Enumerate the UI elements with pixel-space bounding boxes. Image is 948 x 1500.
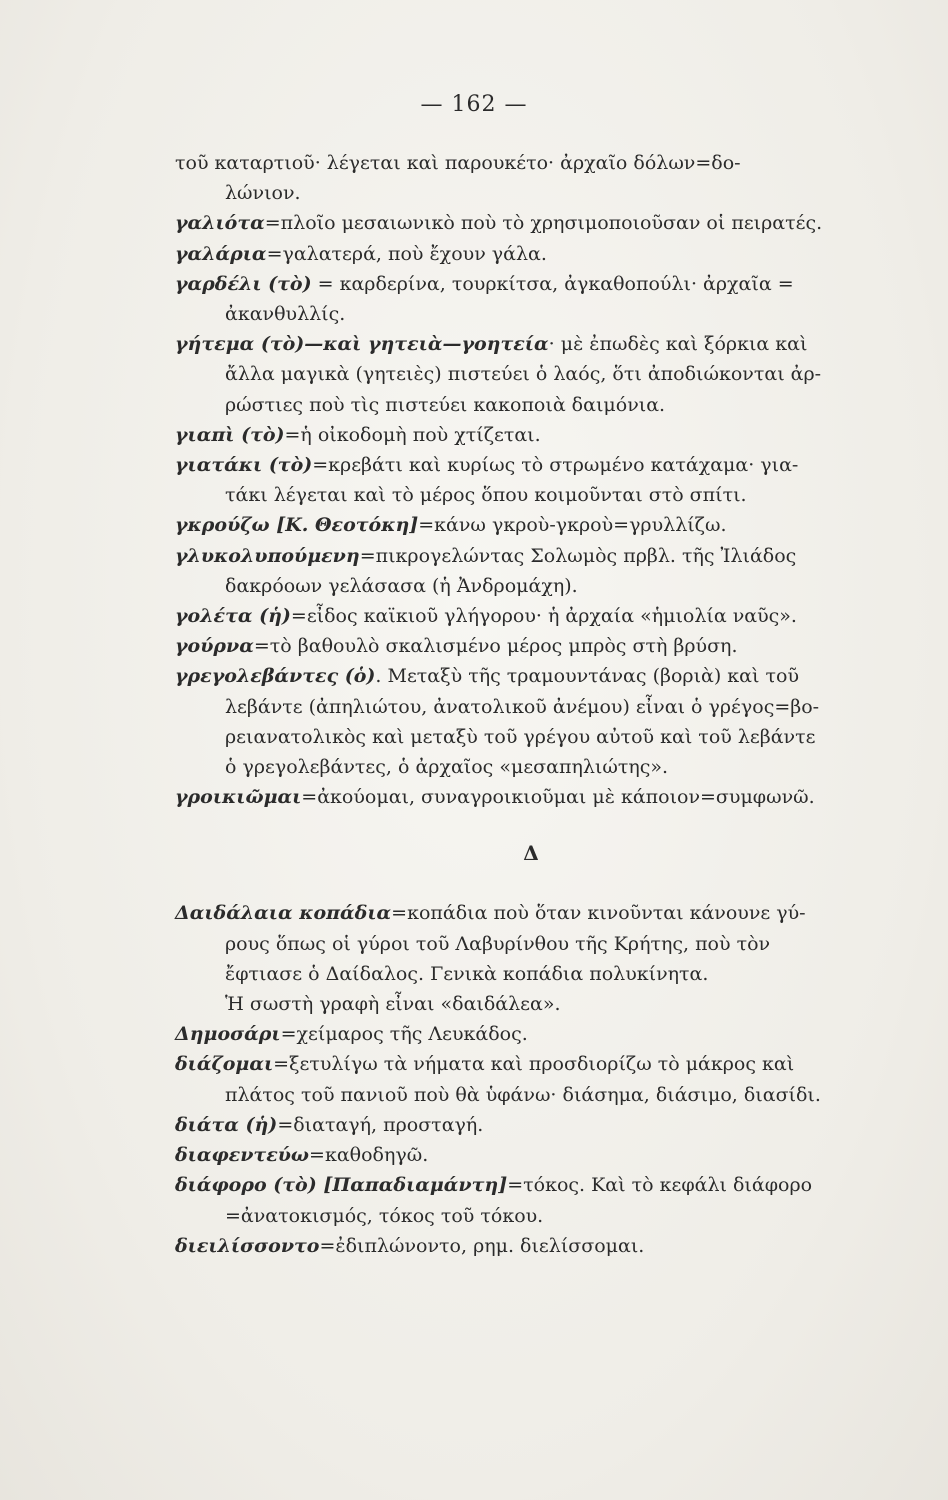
entry-definition: =ἐδιπλώνοντο, ρημ. διελίσσομαι. — [319, 1234, 645, 1257]
entry-definition: . Μεταξὺ τῆς τραμουντάνας (βοριὰ) καὶ τοῦ — [375, 665, 800, 688]
entry-continuation-line: ρους ὅπως οἱ γύροι τοῦ Λαβυρίνθου τῆς Κρήτης, ποὺ τὸν — [225, 932, 771, 955]
dictionary-text — [175, 148, 887, 1261]
entry-definition: =κάνω γκροὺ-γκροὺ=γρυλλίζω. — [418, 514, 727, 537]
entry-headword: γούρνα — [175, 635, 254, 658]
dictionary-entry — [175, 661, 887, 782]
entry-definition: =εἶδος καϊκιοῦ γλήγορου· ἡ ἀρχαία «ἡμιολία ναῦς». — [290, 605, 797, 628]
entries-delta — [175, 898, 887, 1260]
page-number: — 162 — — [420, 92, 528, 117]
dictionary-entry — [175, 601, 887, 631]
entry-definition: τοῦ καταρτιοῦ· λέγεται καὶ παρουκέτο· ἀρχαῖο δόλων=δο- — [175, 152, 741, 174]
entry-continuation-line: λεβάντε (ἀπηλιώτου, ἀνατολικοῦ ἀνέμου) εἶναι ὁ γρέγος=βο- — [225, 695, 820, 718]
entry-continuation-line: τάκι λέγεται καὶ τὸ μέρος ὅπου κοιμοῦνται στὸ σπίτι. — [225, 484, 747, 507]
entry-headword: διάφορο (τὸ) [Παπαδιαμάντη] — [175, 1174, 508, 1197]
entry-definition: =ἀκούομαι, συναγροικιοῦμαι μὲ κάποιον=συμφωνῶ. — [301, 786, 815, 809]
entry-definition: =διαταγή, προσταγή. — [277, 1113, 484, 1136]
entry-headword: γιαπὶ (τὸ) — [175, 423, 285, 446]
dictionary-entry — [175, 1170, 887, 1230]
entry-headword: Δαιδάλαια κοπάδια — [175, 902, 392, 925]
entry-definition: =ἡ οἰκοδομὴ ποὺ χτίζεται. — [284, 423, 541, 446]
entry-headword: γιατάκι (τὸ) — [175, 454, 313, 477]
entry-continuation-line: ρώστιες ποὺ τὶς πιστεύει κακοποιὰ δαιμόνια. — [225, 393, 666, 416]
dictionary-entry — [175, 631, 887, 661]
entry-definition: =χείμαρος τῆς Λευκάδος. — [280, 1023, 528, 1046]
entry-definition: =πικρογελώντας Σολωμὸς πρβλ. τῆς Ἰλιάδος — [359, 544, 797, 567]
entry-continuation-line: ὁ γρεγολεβάντες, ὁ ἀρχαῖος «μεσαπηλιώτης». — [225, 756, 669, 779]
dictionary-entry — [175, 269, 887, 329]
dictionary-entry — [175, 510, 887, 540]
entry-continuation-line: =ἀνατοκισμός, τόκος τοῦ τόκου. — [225, 1204, 544, 1227]
entry-continuation-line: δακρόοων γελάσασα (ἡ Ἀνδρομάχη). — [225, 574, 578, 597]
entries-gamma — [175, 148, 887, 812]
dictionary-entry — [175, 782, 887, 812]
dictionary-entry — [175, 898, 887, 1019]
entry-definition: =τόκος. Καὶ τὸ κεφάλι διάφορο — [507, 1174, 813, 1197]
entry-continuation-line: ἄλλα μαγικὰ (γητειὲς) πιστεύει ὁ λαός, ὅτι ἀποδιώκονται ἀρ- — [225, 363, 822, 386]
entry-headword: διάτα (ἡ) — [175, 1113, 278, 1136]
entry-headword: γαρδέλι (τὸ) — [175, 272, 312, 295]
entry-headword: γροικιῶμαι — [175, 786, 302, 809]
dictionary-entry — [175, 1231, 887, 1261]
entry-definition: =καθοδηγῶ. — [309, 1144, 429, 1167]
entry-headword: Δημοσάρι — [175, 1023, 281, 1046]
entry-continuation-line: λώνιον. — [225, 182, 301, 205]
entry-definition: =γαλατερά, ποὺ ἔχουν γάλα. — [266, 242, 547, 265]
section-letter-delta: Δ — [523, 841, 539, 866]
entry-continuation-line: Ἡ σωστὴ γραφὴ εἶναι «δαιδάλεα». — [225, 993, 561, 1016]
entry-continuation-line: ἀκανθυλλίς. — [225, 303, 346, 326]
dictionary-entry — [175, 329, 887, 420]
entry-headword: διάζομαι — [175, 1053, 274, 1076]
entry-headword: γλυκολυπούμενη — [175, 544, 360, 567]
entry-continuation-line: ἔφτιασε ὁ Δαίδαλος. Γενικὰ κοπάδια πολυκίνητα. — [225, 962, 709, 985]
dictionary-entry — [175, 1049, 887, 1109]
dictionary-entry — [175, 541, 887, 601]
entry-continuation-line: πλάτος τοῦ πανιοῦ ποὺ θὰ ὑφάνω· διάσημα, διάσιμο, διασίδι. — [225, 1083, 821, 1106]
entry-definition: =κοπάδια ποὺ ὅταν κινοῦνται κάνουνε γύ- — [391, 902, 806, 925]
entry-definition: =κρεβάτι καὶ κυρίως τὸ στρωμένο κατάχαμα· για- — [312, 454, 799, 477]
dictionary-entry — [175, 1019, 887, 1049]
entry-definition: =πλοῖο μεσαιωνικὸ ποὺ τὸ χρησιμοποιοῦσαν οἱ πειρατές. — [264, 212, 823, 235]
entry-headword: γήτεμα (τὸ)—καὶ γητειὰ—γοητεία — [175, 333, 549, 356]
entry-headword: γκρούζω [Κ. Θεοτόκη] — [175, 514, 419, 537]
entry-headword: διαφεντεύω — [175, 1144, 310, 1167]
entry-definition: =τὸ βαθουλὸ σκαλισμένο μέρος μπρὸς στὴ βρύση. — [253, 635, 738, 658]
entry-headword: διειλίσσοντο — [175, 1234, 320, 1257]
entry-definition: =ξετυλίγω τὰ νήματα καὶ προσδιορίζω τὸ μάκρος καὶ — [273, 1053, 795, 1076]
dictionary-entry — [175, 208, 887, 238]
dictionary-entry — [175, 148, 887, 208]
dictionary-entry — [175, 450, 887, 510]
entry-definition: · μὲ ἐπωδὲς καὶ ξόρκια καὶ — [548, 333, 808, 356]
dictionary-entry — [175, 1110, 887, 1140]
entry-headword: γαλιότα — [175, 212, 265, 235]
entry-continuation-line: ρειανατολικὸς καὶ μεταξὺ τοῦ γρέγου αὐτοῦ καὶ τοῦ λεβάντε — [225, 725, 816, 748]
dictionary-entry — [175, 420, 887, 450]
dictionary-entry — [175, 239, 887, 269]
entry-headword: γρεγολεβάντες (ὁ) — [175, 665, 376, 688]
entry-headword: γαλάρια — [175, 242, 267, 265]
entry-headword: γολέτα (ἡ) — [175, 605, 291, 628]
dictionary-entry — [175, 1140, 887, 1170]
entry-definition: = καρδερίνα, τουρκίτσα, ἀγκαθοπούλι· ἀρχαῖα = — [311, 272, 794, 295]
